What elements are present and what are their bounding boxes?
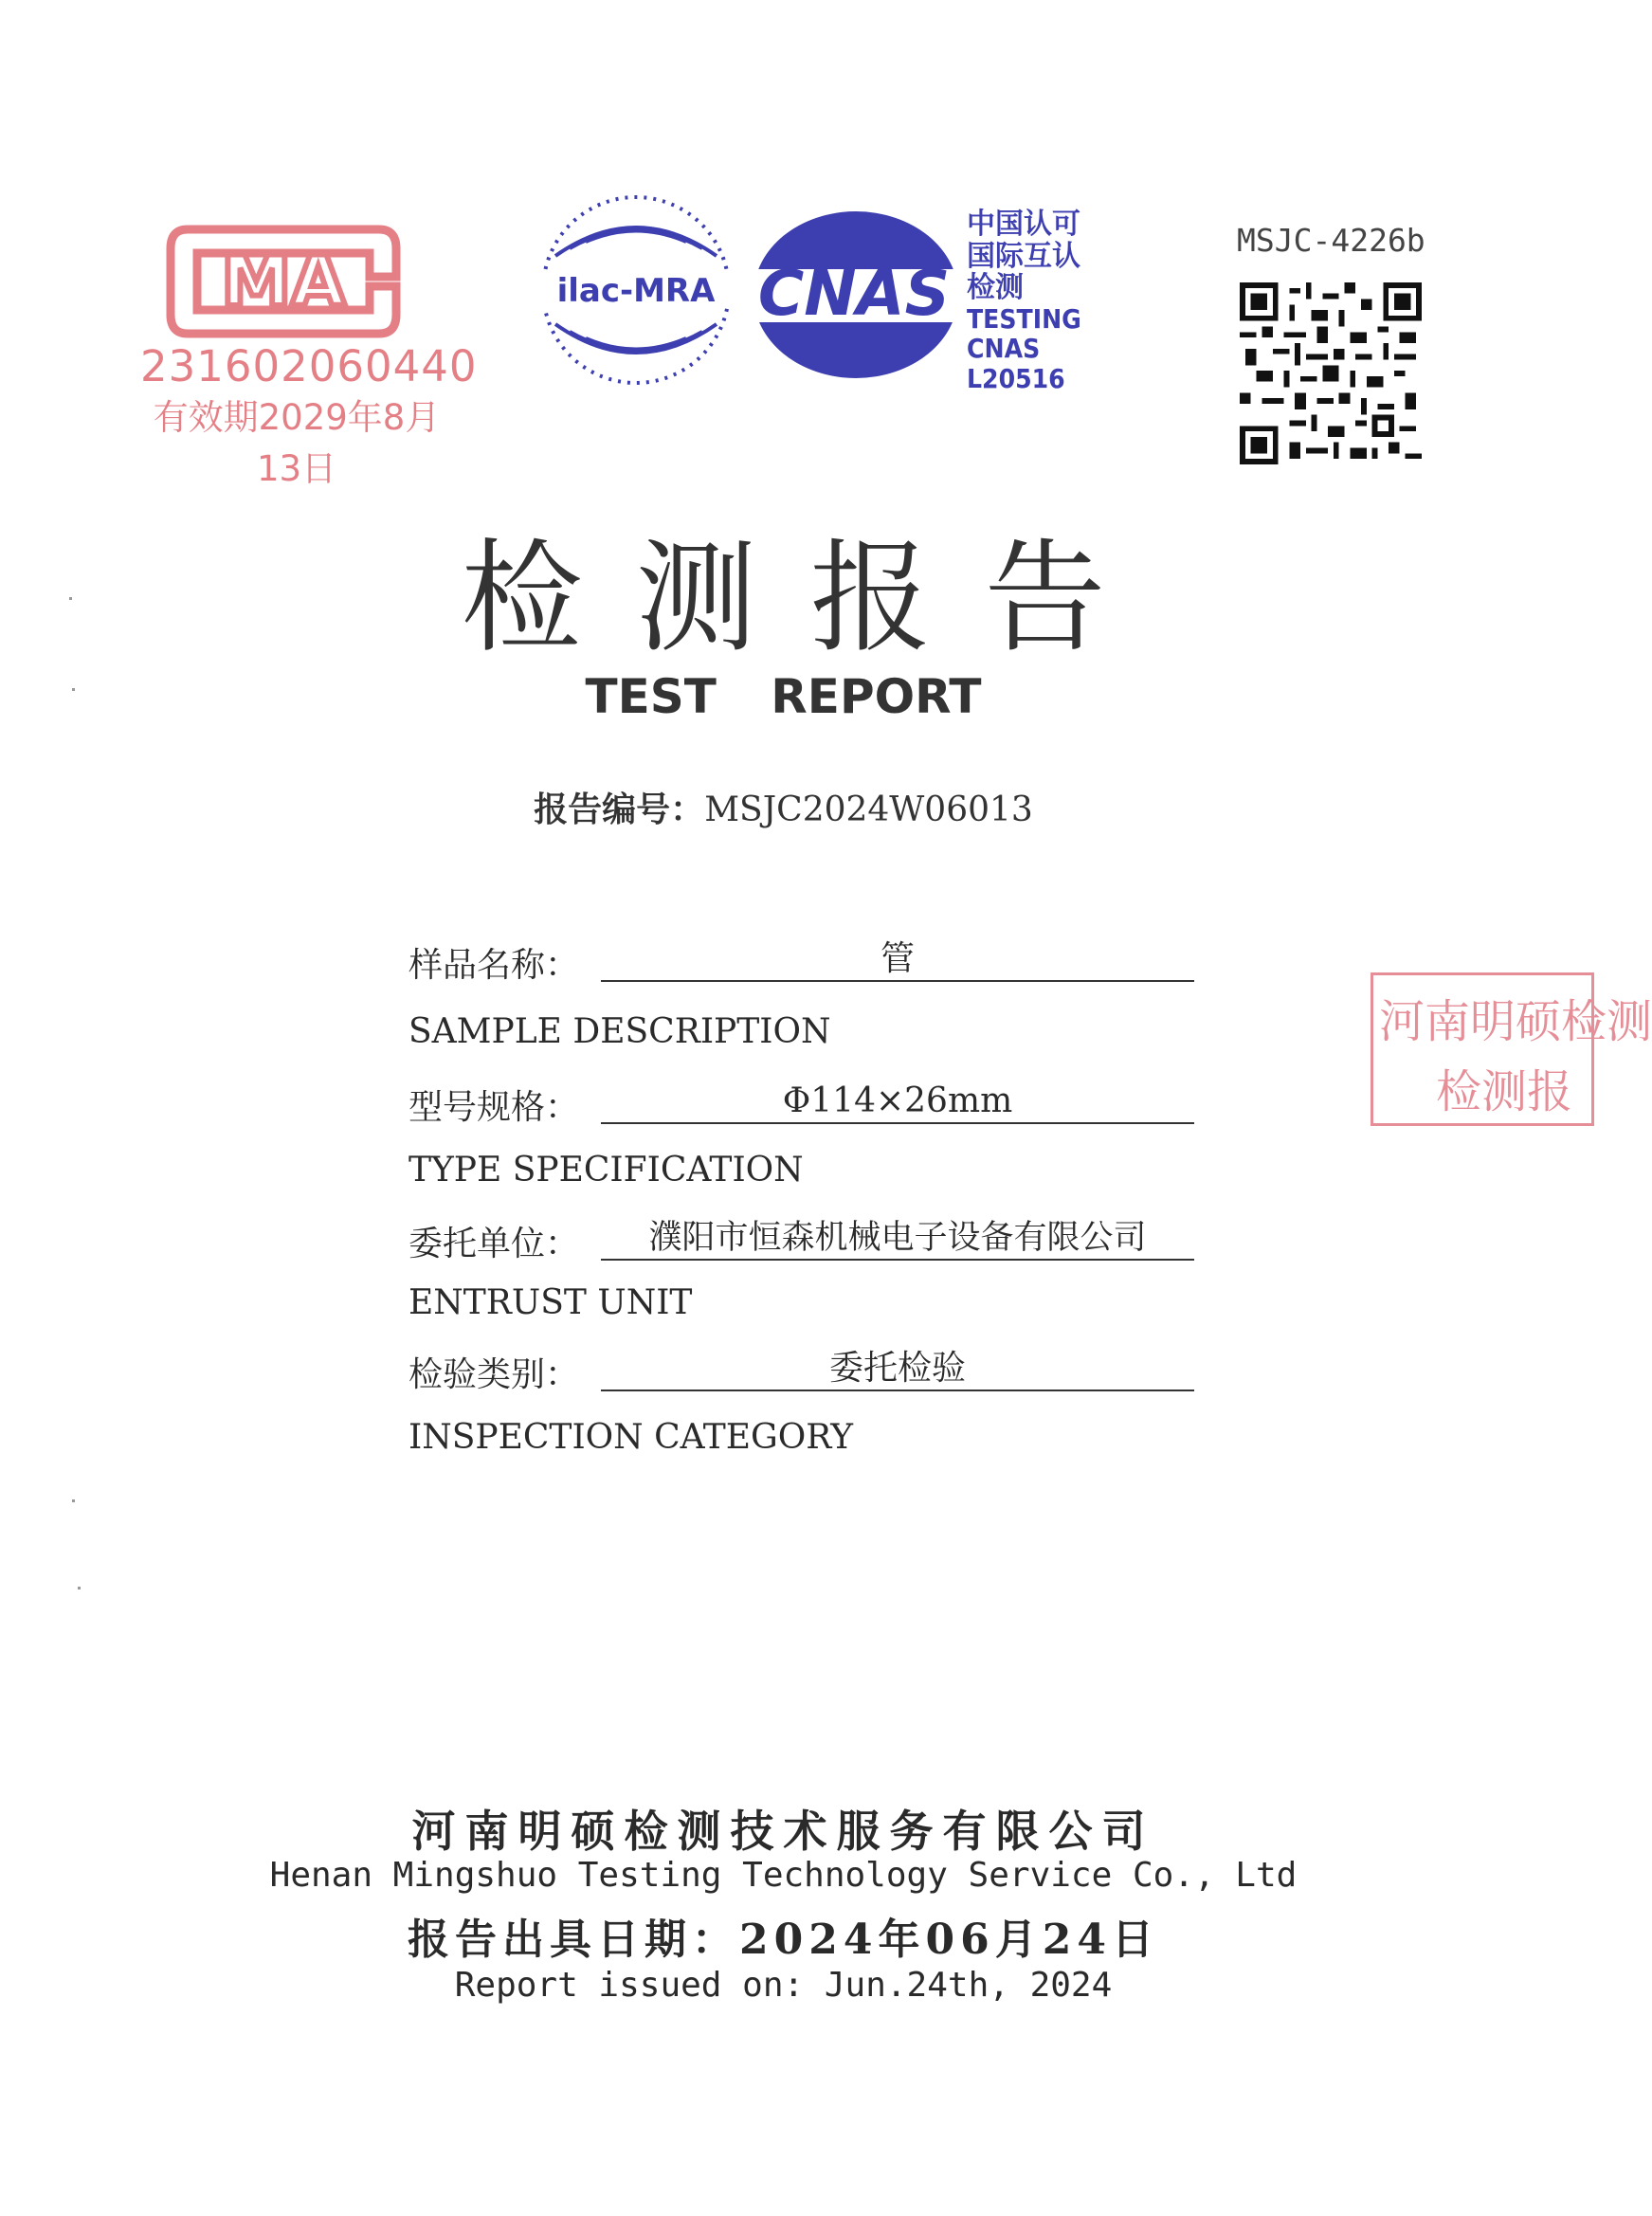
- field-category-label-cn: 检验类别：: [408, 1355, 580, 1394]
- field-entrust-value: 濮阳市恒森机械电子设备有限公司: [601, 1217, 1194, 1261]
- qr-code-label: MSJC-4226b: [1237, 222, 1425, 259]
- field-entrust-label-en: ENTRUST UNIT: [408, 1283, 693, 1322]
- cnas-line-2: 国际互认: [967, 239, 1080, 273]
- report-title-en: TEST REPORT: [585, 669, 982, 724]
- ma-validity-date: 有效期2029年8月13日: [153, 397, 441, 489]
- field-sample-value: 管: [601, 938, 1194, 982]
- cnas-logo-text: CNAS: [757, 257, 951, 330]
- ma-logo-stamp: [159, 210, 408, 353]
- scan-speck: [78, 1587, 81, 1589]
- scan-speck: [72, 1499, 75, 1502]
- ma-logo-text: MA: [221, 241, 346, 322]
- ilac-logo-text: ilac-MRA: [556, 272, 716, 310]
- cnas-line-4: TESTING: [967, 302, 1081, 335]
- issue-date-en: Report issued on: Jun.24th, 2024: [454, 1966, 1113, 2005]
- field-sample-label-en: SAMPLE DESCRIPTION: [408, 1012, 831, 1051]
- scan-speck: [72, 688, 75, 691]
- ma-certificate-number: 231602060440: [140, 341, 478, 391]
- cnas-logo: [742, 209, 962, 381]
- scan-speck: [69, 597, 72, 600]
- report-title-cn: 检测报告: [461, 528, 1159, 669]
- field-type-label-cn: 型号规格：: [408, 1088, 580, 1127]
- field-entrust-label-cn: 委托单位：: [408, 1225, 580, 1263]
- seal-line-1: 河南明硕检测: [1379, 995, 1652, 1048]
- field-sample-label-cn: 样品名称：: [408, 946, 580, 985]
- company-name-cn: 河南明硕检测技术服务有限公司: [411, 1806, 1155, 1857]
- field-type-value: Φ114×26mm: [601, 1081, 1194, 1124]
- cnas-line-3: 检测: [967, 271, 1024, 305]
- company-name-en: Henan Mingshuo Testing Technology Service Co., Ltd: [269, 1856, 1298, 1895]
- field-type-label-en: TYPE SPECIFICATION: [408, 1151, 804, 1190]
- cnas-line-1: 中国认可: [967, 208, 1080, 241]
- cnas-line-5: CNAS L20516: [967, 333, 1065, 394]
- company-seal-stamp: [1371, 972, 1652, 1126]
- ilac-mra-logo: [536, 190, 735, 391]
- report-number: [0, 783, 1567, 831]
- field-category-label-en: INSPECTION CATEGORY: [408, 1418, 854, 1457]
- qr-code-icon: [1240, 282, 1422, 464]
- report-number-value: MSJC2024W06013: [704, 790, 1033, 829]
- issue-date-cn: 报告出具日期：2024年06月24日: [408, 1916, 1159, 1964]
- field-category-value: 委托检验: [601, 1348, 1194, 1391]
- seal-line-2: 检测报: [1436, 1065, 1573, 1118]
- report-number-label: 报告编号：: [534, 790, 705, 829]
- cnas-accreditation-text: [967, 209, 1118, 393]
